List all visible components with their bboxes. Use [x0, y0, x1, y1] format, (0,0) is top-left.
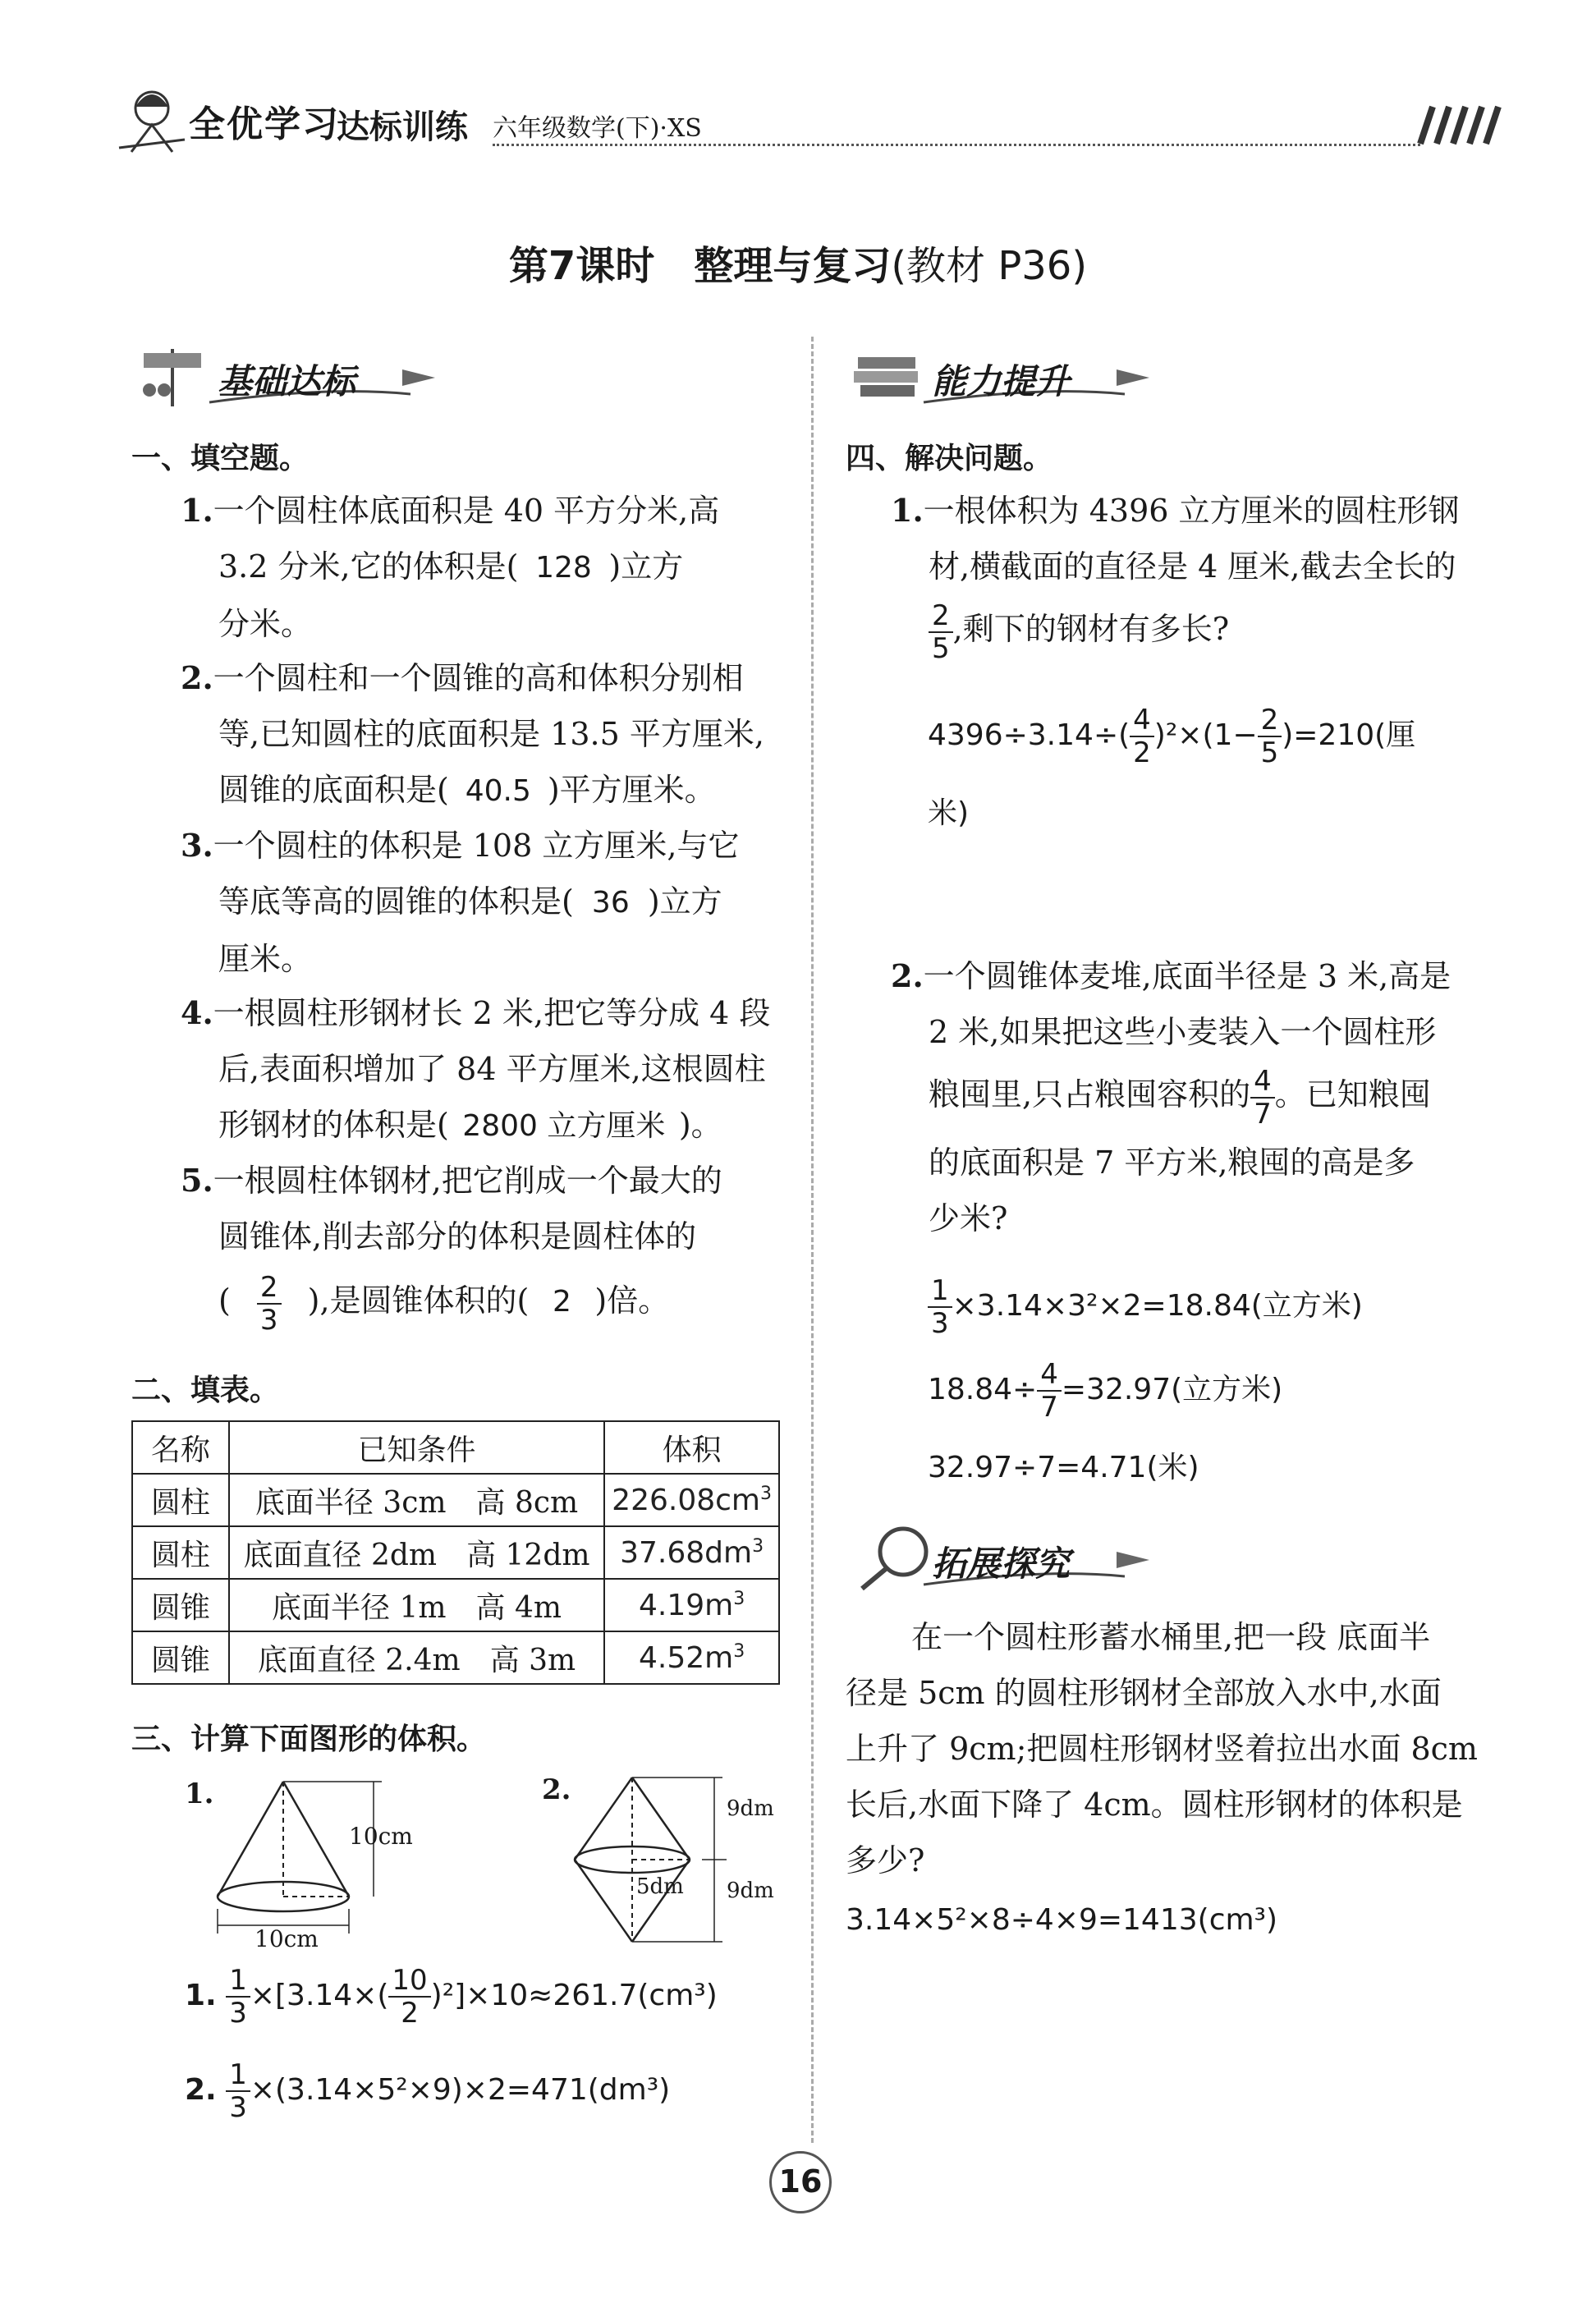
s1-text: ×3.14×3²×2=18.84(立方米): [952, 1289, 1363, 1323]
section-basic-banner: [131, 337, 443, 411]
cond-2: 高 4m: [475, 1590, 562, 1625]
q4-line3: 形钢材的体积是(: [218, 1107, 449, 1143]
q2-line2: 等,已知圆柱的底面积是 13.5 平方厘米,: [218, 716, 764, 752]
sol1-part1: ×[3.14×(: [250, 1979, 389, 2012]
part4-heading: 四、解决问题。: [846, 442, 1053, 475]
q1-answer: 128: [535, 551, 592, 585]
row-volume: [604, 1579, 779, 1631]
q3-line1: 一个圆柱的体积是 108 立方厘米,与它: [213, 828, 740, 864]
grade-info: 六年级数学(下)·XS: [493, 114, 702, 143]
frac-den: 3: [229, 2091, 247, 2124]
p4q1-frac: [929, 599, 953, 665]
extend-line3: 上升了 9cm;把圆柱形钢材竖着拉出水面 8cm: [846, 1731, 1478, 1767]
sol2-part1: ×(3.14×5²×9)×2=471(dm³): [250, 2073, 671, 2107]
part3-heading: 三、计算下面图形的体积。: [131, 1723, 487, 1756]
s1-frac: [928, 1274, 952, 1340]
table-row: [132, 1474, 779, 1526]
p4q2-line3b: 。已知粮囤: [1274, 1076, 1431, 1112]
q5-frac-num: 2: [257, 1273, 282, 1305]
q5-mid: ),是圆锥体积的(: [307, 1282, 530, 1319]
q1-number: 1.: [181, 492, 213, 529]
q4-line4: )。: [678, 1107, 722, 1143]
row-conditions: [229, 1579, 604, 1631]
vol-exponent: 3: [752, 1535, 764, 1557]
frac-num: 4: [1250, 1067, 1275, 1099]
extend-line5: 多少?: [846, 1842, 925, 1878]
title-main: 第7课时 整理与复习: [508, 243, 892, 289]
frac-den: 2: [1133, 736, 1151, 769]
p4q1-line2: 材,横截面的直径是 4 厘米,截去全长的: [929, 548, 1456, 585]
extend-question: [846, 1609, 1502, 1888]
vol-value: 4.19m: [638, 1588, 734, 1622]
q1-line4: 分米。: [218, 606, 313, 642]
col-name: 名称: [132, 1421, 229, 1474]
frac-num: 2: [929, 602, 953, 633]
p4q1-line3: ,剩下的钢材有多长?: [952, 611, 1230, 647]
q5-line1: 一根圆柱体钢材,把它削成一个最大的: [213, 1163, 722, 1199]
fill-table: [131, 1420, 780, 1685]
sol-b: )²×(1−: [1153, 718, 1258, 752]
frac-num: 1: [928, 1277, 952, 1308]
solve-question-2: [891, 948, 1498, 1246]
table-row: [132, 1579, 779, 1631]
section-ability-title: 能力提升: [932, 361, 1071, 401]
q3-line4: 厘米。: [218, 941, 313, 977]
table-row: [132, 1526, 779, 1579]
q5-frac-den: 3: [259, 1303, 278, 1337]
section-extend-banner: [846, 1519, 1158, 1593]
frac-num: 4: [1130, 706, 1154, 737]
vol-value: 37.68dm: [620, 1535, 753, 1570]
frac-den: 7: [1040, 1391, 1058, 1424]
section-ability-banner: [846, 337, 1158, 411]
sol-frac-2: [1258, 706, 1282, 767]
q2-answer: 40.5: [465, 774, 531, 808]
question-2: [181, 650, 788, 819]
extend-line4: 长后,水面下降了 4cm。圆柱形钢材的体积是: [846, 1787, 1463, 1823]
col-volume: 体积: [604, 1421, 779, 1474]
p4q2-number: 2.: [891, 957, 924, 994]
sol1-frac-third: [226, 1964, 250, 2030]
q4-line2: 后,表面积增加了 84 平方厘米,这根圆柱: [218, 1051, 766, 1087]
page-title: [0, 234, 1596, 291]
page-header: [115, 78, 1502, 168]
sol1-number: 1.: [185, 1979, 217, 2012]
q4-answer: 2800 立方厘米: [462, 1109, 666, 1143]
sol2-frac-third: [226, 2058, 250, 2124]
s3-text: 32.97÷7=4.71(米): [928, 1451, 1199, 1484]
question-3: [181, 818, 788, 987]
sol-frac-1: [1130, 706, 1154, 767]
q5-number: 5.: [181, 1162, 213, 1199]
table-header-row: [132, 1421, 779, 1474]
frac-den: 3: [931, 1307, 949, 1340]
cond-1: 底面半径 3cm: [255, 1485, 447, 1520]
header-rule: [493, 144, 1420, 146]
part1-heading: 一、填空题。: [131, 442, 310, 475]
frac-num: 1: [226, 1966, 250, 1998]
sol1-part2: )²]×10≈261.7(cm³): [430, 1979, 718, 2012]
cond-2: 高 12dm: [466, 1538, 590, 1572]
p4q1-line1: 一根体积为 4396 立方厘米的圆柱形钢: [923, 493, 1460, 529]
row-conditions: [229, 1474, 604, 1526]
p4q1-number: 1.: [891, 492, 924, 529]
extend-solution: 3.14×5²×8÷4×9=1413(cm³): [846, 1903, 1278, 1937]
q2-number: 2.: [181, 659, 213, 696]
cond-1: 底面直径 2.4m: [257, 1643, 461, 1677]
p4q1-solution: [928, 706, 1502, 832]
sol2-number: 2.: [185, 2073, 217, 2107]
row-volume: [604, 1526, 779, 1579]
title-ref: (教材 P36): [891, 243, 1088, 289]
vol-exponent: 3: [760, 1483, 772, 1504]
sol-c: )=210(厘: [1282, 718, 1416, 752]
question-1: [181, 483, 788, 652]
frac-den: 5: [932, 631, 950, 665]
frac-num: 1: [226, 2061, 250, 2092]
p4q2-frac: [1250, 1064, 1275, 1131]
p4q2-solution: [928, 1274, 1502, 1486]
q1-line1: 一个圆柱体底面积是 40 平方分米,高: [213, 493, 720, 529]
q4-line1: 一根圆柱形钢材长 2 米,把它等分成 4 段: [213, 995, 771, 1031]
extend-line1: 在一个圆柱形蓄水桶里,把一段 底面半: [911, 1619, 1431, 1655]
q3-number: 3.: [181, 827, 213, 864]
cond-2: 高 3m: [489, 1643, 576, 1677]
mascot-icon: [115, 82, 189, 156]
fig2-bottom-label: 9dm: [727, 1878, 774, 1903]
part3-solution-2: [185, 2058, 671, 2124]
q3-line3: )立方: [647, 883, 722, 920]
frac-num: 10: [388, 1966, 430, 1998]
q3-line2: 等底等高的圆锥的体积是(: [218, 883, 574, 920]
p4q2-line5: 少米?: [929, 1200, 1008, 1236]
q5-end: )倍。: [594, 1282, 670, 1319]
vol-exponent: 3: [733, 1588, 745, 1609]
double-cone-figure: [566, 1765, 780, 1954]
frac-den: 7: [1254, 1097, 1272, 1131]
s2-frac: [1037, 1358, 1062, 1424]
frac-num: 4: [1037, 1360, 1062, 1392]
s2-a: 18.84÷: [928, 1373, 1038, 1406]
q5-line2: 圆锥体,削去部分的体积是圆柱体的: [218, 1218, 697, 1255]
q3-answer: 36: [591, 886, 630, 920]
fig1-height-label: 10cm: [349, 1823, 413, 1850]
q5-fraction-answer: [257, 1270, 282, 1337]
p4q2-line3a: 粮囤里,只占粮囤容积的: [929, 1076, 1251, 1112]
row-name: 圆锥: [132, 1579, 229, 1631]
fig1-base-label: 10cm: [255, 1925, 319, 1952]
q2-line4: )平方厘米。: [547, 772, 716, 808]
section-extend-title: 拓展探究: [932, 1544, 1071, 1584]
section-basic-title: 基础达标: [218, 361, 356, 401]
sol1-frac-radius: [388, 1964, 430, 2030]
q5-paren-open: (: [218, 1282, 231, 1319]
fig2-number: 2.: [542, 1773, 571, 1806]
cond-2: 高 8cm: [475, 1485, 579, 1520]
sol-a: 4396÷3.14÷(: [928, 718, 1130, 752]
q2-line1: 一个圆柱和一个圆锥的高和体积分别相: [213, 660, 744, 696]
fig1-number: 1.: [185, 1778, 214, 1810]
cone-figure: [205, 1773, 443, 1954]
part3-solution-1: [185, 1964, 718, 2030]
series-name: 达标训练: [337, 108, 468, 146]
vol-value: 226.08cm: [612, 1483, 760, 1517]
extend-line2: 径是 5cm 的圆柱形钢材全部放入水中,水面: [846, 1675, 1442, 1711]
frac-num: 2: [1258, 706, 1282, 737]
question-5: [181, 1153, 788, 1337]
page-number: 16: [769, 2151, 832, 2213]
row-name: 圆柱: [132, 1526, 229, 1579]
q1-line2: 3.2 分米,它的体积是(: [218, 548, 519, 585]
row-volume: [604, 1474, 779, 1526]
fig2-radius-label: 5dm: [636, 1874, 684, 1899]
fig2-top-label: 9dm: [727, 1796, 774, 1821]
question-4: [181, 985, 788, 1154]
cond-1: 底面半径 1m: [272, 1590, 447, 1625]
brand-name: 全优学习: [189, 103, 340, 145]
q4-number: 4.: [181, 994, 213, 1031]
q1-line3: )立方: [608, 548, 684, 585]
column-divider: [811, 337, 814, 2143]
vol-value: 4.52m: [638, 1640, 734, 1675]
solve-question-1: [891, 483, 1498, 663]
part2-heading: 二、填表。: [131, 1374, 280, 1407]
sol-d: 米): [928, 796, 970, 830]
col-conditions: 已知条件: [229, 1421, 604, 1474]
frac-den: 5: [1260, 736, 1279, 769]
row-name: 圆柱: [132, 1474, 229, 1526]
cond-1: 底面直径 2dm: [243, 1538, 438, 1572]
q5-answer2: 2: [552, 1285, 571, 1319]
vol-exponent: 3: [733, 1640, 745, 1662]
s2-b: =32.97(立方米): [1061, 1373, 1283, 1406]
row-conditions: [229, 1526, 604, 1579]
stripes-icon: [1412, 103, 1502, 148]
table-row: [132, 1631, 779, 1684]
frac-den: 3: [229, 1997, 247, 2030]
row-conditions: [229, 1631, 604, 1684]
q2-line3: 圆锥的底面积是(: [218, 772, 449, 808]
p4q2-line2: 2 米,如果把这些小麦装入一个圆柱形: [929, 1014, 1437, 1050]
row-volume: [604, 1631, 779, 1684]
frac-den: 2: [401, 1997, 419, 2030]
p4q2-line1: 一个圆锥体麦堆,底面半径是 3 米,高是: [923, 958, 1452, 994]
row-name: 圆锥: [132, 1631, 229, 1684]
p4q2-line4: 的底面积是 7 平方米,粮囤的高是多: [929, 1144, 1415, 1181]
